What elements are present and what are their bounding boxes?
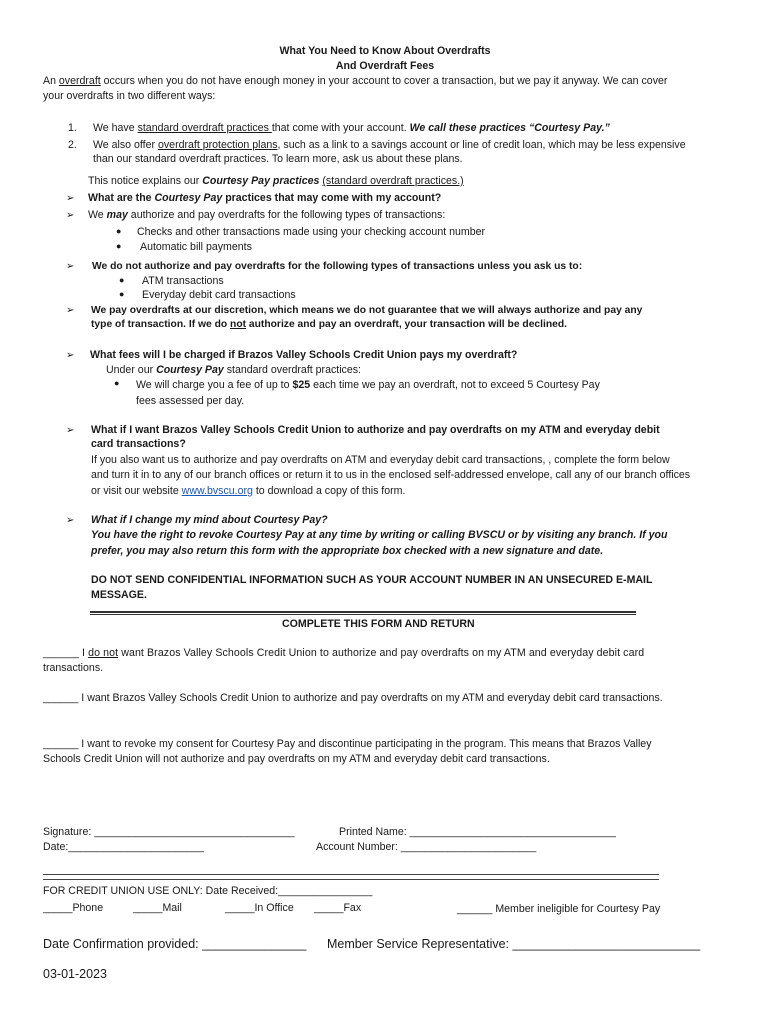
may-post: authorize and pay overdrafts for the following types of transactions: — [127, 209, 446, 221]
may-emph: may — [106, 209, 128, 221]
arrow-bullet-icon: ➢ — [66, 261, 75, 272]
fee-amount: $25 — [292, 379, 311, 391]
way-2-mid: , such as a link to a savings account or line of credit loan, which may be less expensive — [277, 139, 686, 151]
way-2-line-2: than our standard overdraft practices. To learn more, ask us about these plans. — [93, 153, 463, 165]
way-2-number: 2. — [68, 139, 77, 151]
overdraft-term: overdraft — [58, 75, 101, 87]
option-3-text: I want to revoke my consent for Courtesy Pay and discontinue participating in the program. This means that Brazos Valley — [78, 738, 652, 750]
date-confirmation[interactable]: Date Confirmation provided: _______________ — [43, 937, 307, 951]
not-item-atm: ATM transactions — [142, 275, 224, 287]
option-1-pre: I — [78, 647, 89, 659]
cu-in-office[interactable]: _____In Office — [225, 902, 294, 914]
footer-date: 03-01-2023 — [43, 967, 107, 981]
atm-question-line-2: card transactions? — [91, 438, 186, 450]
arrow-bullet-icon: ➢ — [66, 350, 75, 361]
notice-emph: Courtesy Pay practices — [202, 175, 323, 187]
way-2-text — [93, 139, 686, 152]
way-2-pre: We also offer — [93, 139, 158, 151]
option-1-blank[interactable]: ______ — [43, 647, 79, 659]
discretion-post: authorize and pay an overdraft, your transaction will be declined. — [246, 319, 568, 330]
member-service-rep[interactable]: Member Service Representative: ___________________________ — [327, 937, 701, 951]
option-3-line-2: Schools Credit Union will not authorize and pay overdrafts on my ATM and everyday debit card transactions. — [43, 753, 550, 765]
option-do-not-want — [43, 647, 644, 660]
date-field[interactable]: Date:_______________________ — [43, 841, 204, 853]
not-authorize-line: We do not authorize and pay overdrafts for the following types of transactions unless you ask us to: — [92, 261, 583, 272]
atm-body-post: to download a copy of this form. — [252, 485, 406, 497]
bullet-dot-icon: ● — [119, 289, 125, 299]
cu-fax[interactable]: _____Fax — [314, 902, 362, 914]
way-1-mid: that come with your account. — [271, 122, 410, 134]
may-item-bill-payments: Automatic bill payments — [140, 241, 252, 253]
arrow-bullet-icon: ➢ — [66, 425, 75, 436]
q-practices-emph: Courtesy Pay — [154, 192, 223, 204]
discretion-line-1: We pay overdrafts at our discretion, which means we do not guarantee that we will always authorize and pay any — [91, 305, 643, 316]
may-pre: We — [88, 209, 107, 221]
change-mind-line-2: You have the right to revoke Courtesy Pay at any time by writing or calling BVSCU or by visiting any branch. If you — [91, 529, 668, 541]
discretion-not: not — [230, 319, 247, 330]
discretion-pre: type of transaction. If we do — [91, 319, 231, 330]
bullet-dot-icon: ● — [116, 226, 122, 236]
account-number-field[interactable]: Account Number: _______________________ — [316, 841, 537, 853]
notice-term: (standard overdraft practices.) — [322, 175, 464, 187]
way-1-pre: We have — [93, 122, 138, 134]
fees-bullet-post: each time we pay an overdraft, not to exceed 5 Courtesy Pay — [310, 379, 600, 391]
notice-pre: This notice explains our — [88, 175, 203, 187]
option-1-post: want Brazos Valley Schools Credit Union to authorize and pay overdrafts on my ATM and everyday debit card — [118, 647, 645, 659]
option-2-text: I want Brazos Valley Schools Credit Union to authorize and pay overdrafts on my ATM and everyday debit card transactions. — [78, 692, 663, 704]
title-line-2: And Overdraft Fees — [335, 60, 435, 72]
form-heading: COMPLETE THIS FORM AND RETURN — [282, 618, 475, 630]
option-2-blank[interactable]: ______ — [43, 692, 79, 704]
q-practices-pre: What are the — [88, 192, 155, 204]
cu-ineligible-blank[interactable]: ______ — [457, 903, 493, 915]
printed-name-field[interactable]: Printed Name: ___________________________________ — [339, 826, 616, 838]
fees-under-post: standard overdraft practices: — [223, 364, 361, 376]
way-1-text — [93, 122, 610, 135]
divider-rule — [90, 611, 636, 613]
intro-line-2: your overdrafts in two different ways: — [43, 90, 216, 102]
website-link[interactable]: www.bvscu.org — [181, 485, 253, 497]
cu-ineligible-text: Member ineligible for Courtesy Pay — [495, 903, 661, 915]
signature-field[interactable]: Signature: __________________________________ — [43, 826, 295, 838]
bullet-dot-icon: ● — [116, 241, 122, 251]
change-mind-line-1: What if I change my mind about Courtesy Pay? — [91, 514, 328, 526]
way-1-number: 1. — [68, 122, 77, 134]
change-mind-line-3: prefer, you may also return this form with the appropriate box checked with a new signature and date. — [91, 545, 604, 557]
fees-question: What fees will I be charged if Brazos Valley Schools Credit Union pays my overdraft? — [90, 349, 518, 361]
fees-bullet-line-2: fees assessed per day. — [136, 395, 245, 407]
discretion-line-2 — [91, 318, 567, 331]
cu-phone[interactable]: _____Phone — [43, 902, 104, 914]
warning-line-1: DO NOT SEND CONFIDENTIAL INFORMATION SUCH AS YOUR ACCOUNT NUMBER IN AN UNSECURED E-MAIL — [91, 574, 653, 586]
way-1-emph: We call these practices “Courtesy Pay.” — [409, 122, 610, 134]
atm-body-line-2: and turn it in to any of our branch offices or return it to us in the enclosed self-addressed envelope, call any of our branch offices — [91, 469, 691, 481]
atm-body-pre: or visit our website — [91, 485, 182, 497]
fees-bullet-pre: We will charge you a fee of up to — [136, 379, 293, 391]
bullet-dot-icon: ● — [114, 378, 120, 388]
option-want — [43, 692, 663, 705]
not-item-debit: Everyday debit card transactions — [142, 289, 296, 301]
q-practices-post: practices that may come with my account? — [222, 192, 442, 204]
atm-body-line-3 — [91, 485, 405, 498]
intro-pre: An — [43, 75, 59, 87]
divider-rule-thin — [90, 614, 636, 615]
option-revoke — [43, 738, 652, 751]
option-1-donot: do not — [88, 647, 119, 659]
atm-body-line-1: If you also want us to authorize and pay overdrafts on ATM and everyday debit card transactions, , complete the form below — [91, 454, 670, 466]
warning-line-2: MESSAGE. — [91, 589, 147, 601]
may-authorize-line — [88, 209, 445, 222]
way-2-term: overdraft protection plans — [157, 139, 278, 151]
intro-rest: occurs when you do not have enough money in your account to cover a transaction, but we pay it anyway. We can cover — [100, 75, 668, 87]
double-rule — [43, 874, 659, 880]
arrow-bullet-icon: ➢ — [66, 515, 75, 526]
option-3-blank[interactable]: ______ — [43, 738, 79, 750]
bullet-dot-icon: ● — [119, 275, 125, 285]
fees-under-emph: Courtesy Pay — [156, 364, 224, 376]
fees-bullet-line — [136, 379, 600, 392]
intro-line-1 — [43, 75, 667, 88]
question-practices — [88, 192, 441, 205]
may-item-checks: Checks and other transactions made using your checking account number — [137, 226, 486, 238]
arrow-bullet-icon: ➢ — [66, 210, 75, 221]
cu-ineligible — [457, 903, 660, 916]
cu-mail[interactable]: _____Mail — [133, 902, 182, 914]
atm-question-line-1: What if I want Brazos Valley Schools Credit Union to authorize and pay overdrafts on my ATM and everyday debit — [91, 424, 660, 436]
fees-under-line — [106, 364, 361, 377]
arrow-bullet-icon: ➢ — [66, 193, 75, 204]
fees-under-pre: Under our — [106, 364, 157, 376]
way-1-term: standard overdraft practices — [137, 122, 272, 134]
notice-line — [88, 175, 464, 188]
arrow-bullet-icon: ➢ — [66, 305, 75, 316]
option-1-line-2: transactions. — [43, 662, 104, 674]
title-line-1: What You Need to Know About Overdrafts — [279, 45, 491, 57]
cu-use-label: FOR CREDIT UNION USE ONLY: Date Received:________________ — [43, 885, 373, 897]
